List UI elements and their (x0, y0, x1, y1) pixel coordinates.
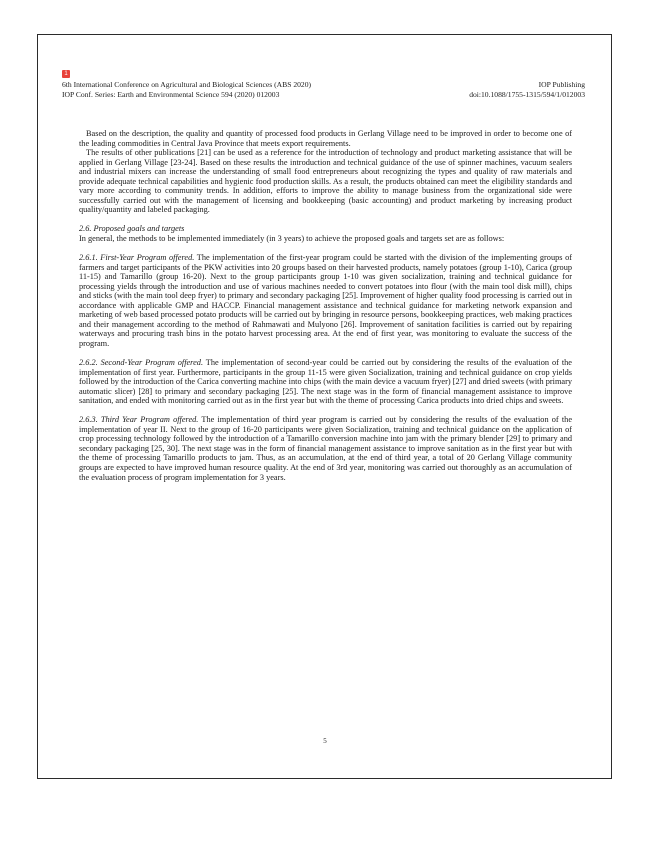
publisher-name: IOP Publishing (538, 80, 585, 89)
subsection-text-2-6-1: The implementation of the first-year program could be started with the division of the implementing groups of farmers and target participants of the PKW activities into 20 groups based on their harvested products, namely potatoes (group 1-10), Carica (group 11-15) and Tamarillo (group 16-20). Next to the group participants group 1-10 was given socialization, training and technical guidance for processing yields through the introduction and use of various machines needed to convert potatoes into flour (with the main tool disk mill), chips and sticks (with the main tool deep fryer) to primary and secondary packaging [25]. Improvement of higher quality food processing is carried out in accordance with applicable GMP and HACCP. Financial management assistance and technical guidance for marketing network expansion and marketing of web based processed potato products will be carried out by bringing in resource persons, bookkeeping practices, web making practices and their management according to the method of Rahmawati and Mulyono [26]. Improvement of sanitation facilities is carried out by repairing waterways and procuring trash bins in the potato harvest processing area. At the end of first year, was monitoring to evaluate the success of the program. (79, 253, 573, 348)
subsection-heading-2-6-1: 2.6.1. First-Year Program offered. (79, 253, 195, 263)
doi-text: doi:10.1088/1755-1315/594/1/012003 (469, 90, 585, 99)
subsection-2-6-1 (79, 253, 572, 348)
section-2-6-text: In general, the methods to be implemented immediately (in 3 years) to achieve the proposed goals and targets set are as follows: (79, 233, 505, 243)
page-number: 5 (323, 737, 327, 745)
article-body (79, 129, 572, 482)
paragraph-1: Based on the description, the quality and quantity of processed food products in Gerlang Village need to be improved in order to become one of the leading commodities in Central Java Province that meets export requirements. (79, 129, 572, 148)
subsection-text-2-6-3: The implementation of third year program is carried out by considering the results of the evaluation of the implementation of year II. Next to the group of 16-20 participants were given Socialization, training and technical guidance on the application of crop processing technology followed by the introduction of a Tamarillo conversion machine into jam with the primary blender [29] to primary and secondary packaging [25, 30]. The next stage was in the form of financial management assistance to improve sanitation as in the first year but with the theme of processing Tamarillo products to jam. Thus, as an accumulation, at the end of third year, a total of 20 Gerlang Village community groups are expected to have improved human resource quality. At the end of 3rd year, monitoring was carried out thoroughly as an accumulation of the evaluation process of program implementation for 3 years. (79, 415, 572, 482)
annotation-badge[interactable]: 1 (62, 70, 70, 78)
journal-citation: IOP Conf. Series: Earth and Environmental Science 594 (2020) 012003 (62, 90, 280, 99)
subsection-2-6-3 (79, 415, 572, 482)
subsection-heading-2-6-2: 2.6.2. Second-Year Program offered. (79, 357, 204, 367)
conference-name: 6th International Conference on Agricultural and Biological Sciences (ABS 2020) (62, 80, 312, 89)
subsection-2-6-2 (79, 358, 572, 406)
subsection-heading-2-6-3: 2.6.3. Third Year Program offered. (79, 415, 199, 425)
paragraph-2: The results of other publications [21] can be used as a reference for the introduction of technology and product marketing assistance that will be applied in Gerlang Village [23-24]. Based on these results the introduction and technical guidance of the use of spinner machines, vacuum sealers and industrial mixers can increase the understanding of small food entrepreneurs about recognizing the types and quality of raw materials and provide adequate technical capabilities and hygienic food production skills. As a result, the products obtained can meet the eligibility standards and vary more according to community trends. In addition, efforts to improve the ability to manage business from the organizational side were successfully carried out with the management of licensing and bookkeeping (basic accounting) and product marketing by increasing product quality/quantity and labeled packaging. (79, 148, 572, 215)
subsection-text-2-6-2: The implementation of second-year could be carried out by considering the results of the evaluation of the implementation of first year. Furthermore, participants in the group 11-15 were given Socialization, training and technical guidance on crop yields followed by the introduction of the Carica converting machine into chips (with the main device a vacuum fryer) [27] and dried sweets (with primary automatic slicer) [28] to primary and secondary packaging [25]. The next stage was in the form of financial management assistance to improve sanitation, and ended with monitoring carried out as in the first year but with the theme of processing Carica products into dried chips and sweets. (79, 357, 572, 406)
section-heading-2-6: 2.6. Proposed goals and targets (79, 224, 185, 234)
